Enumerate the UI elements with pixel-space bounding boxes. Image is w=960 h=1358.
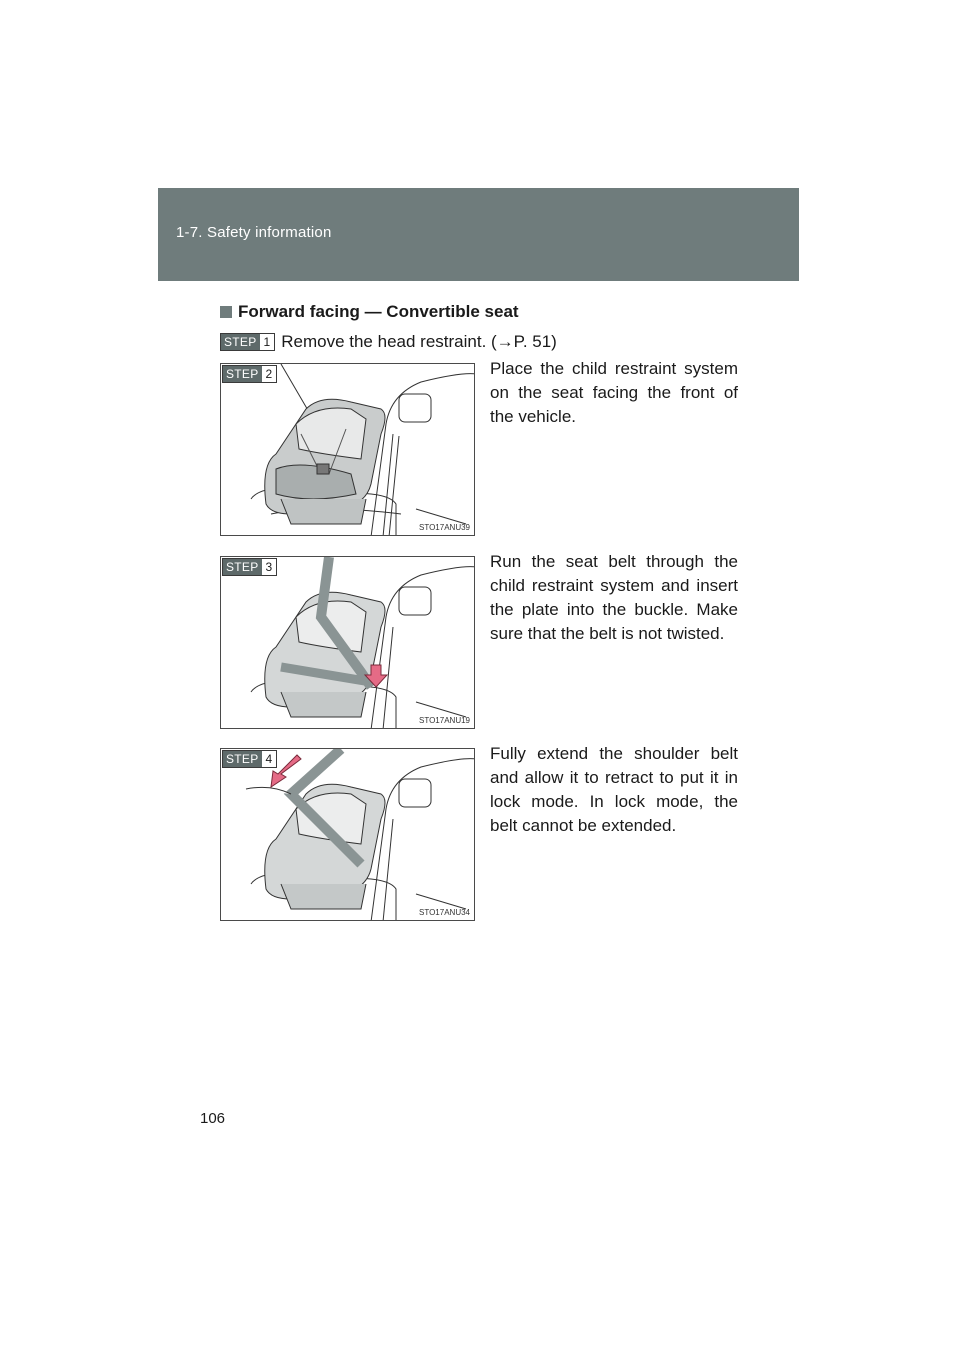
step-3-figure [220, 556, 475, 729]
step-4-figure [220, 748, 475, 921]
shoulder-belt-illustration [221, 749, 475, 921]
step-badge: STEP 4 [222, 750, 277, 768]
section-heading [220, 302, 519, 322]
child-seat-belt-illustration [221, 557, 475, 729]
step-2-figure [220, 363, 475, 536]
page-number: 106 [200, 1110, 226, 1127]
chapter-title: 1-7. Safety information [176, 224, 332, 241]
section-title-text: Forward facing — Convertible seat [238, 302, 519, 321]
figure-code: STO17ANU19 [419, 716, 470, 725]
figure-code: STO17ANU34 [419, 908, 470, 917]
chapter-header [158, 188, 799, 281]
figure-code: STO17ANU39 [419, 523, 470, 532]
square-bullet-icon [220, 306, 232, 318]
step-1-text: Remove the head restraint. (→P. 51) [281, 332, 557, 351]
child-seat-illustration [221, 364, 475, 536]
step-3-text: Run the seat belt through the child restraint system and insert the plate into the buckle. Make sure that the belt is not twisted. [490, 552, 738, 643]
step-badge: STEP 1 [220, 333, 275, 351]
step-badge: STEP 2 [222, 365, 277, 383]
step-2-text: Place the child restraint system on the seat facing the front of the vehicle. [490, 359, 738, 426]
step-4-text: Fully extend the shoulder belt and allow it to retract to put it in lock mode. In lock mode, the belt cannot be extended. [490, 744, 738, 835]
step-badge: STEP 3 [222, 558, 277, 576]
step-1 [220, 332, 557, 352]
